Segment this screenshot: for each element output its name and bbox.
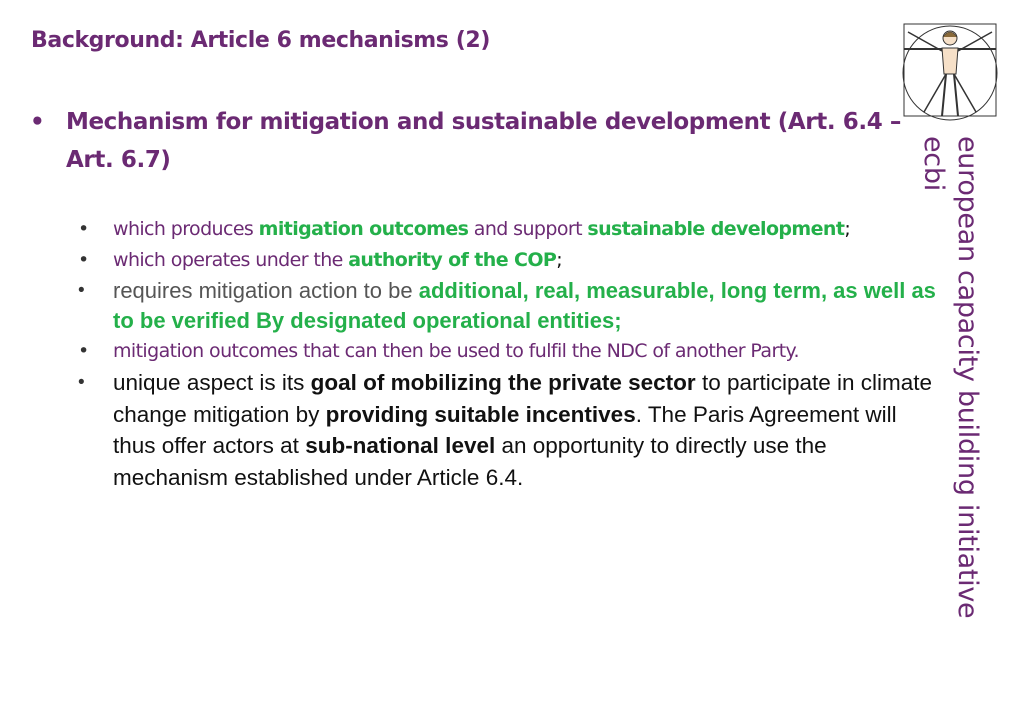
sub-bullet-1-post: ; [844,218,851,240]
sub-bullet-5-bold-2: providing suitable incentives [325,401,636,427]
sub-bullet-1 [78,214,943,245]
ecbi-side-label [916,136,984,618]
ecbi-full-name: european capacity building initiative [952,136,983,619]
sub-bullet-3-highlight: additional, real, measurable, long term, as well as to be verified By designated operational entities; [113,278,936,333]
ecbi-acronym: ecbi [918,136,949,191]
sub-bullet-3-pre: requires mitigation action to be [113,278,419,303]
sub-bullet-5-bold-3: sub-national level [305,433,496,458]
sub-bullet-4 [78,336,943,367]
sub-bullet-2 [78,245,943,276]
sub-bullet-1-pre: which produces [113,218,259,240]
sub-bullet-4-text: mitigation outcomes that can then be used to fulfil the NDC of another Party. [113,340,799,362]
bullet-dot: • [78,340,89,362]
main-bullet [30,103,930,179]
sub-bullet-2-pre: which operates under the [113,249,349,271]
sub-bullet-2-post: ; [556,249,563,271]
vitruvian-man-icon [898,18,1002,122]
bullet-dot: • [78,280,85,301]
sub-bullet-5 [78,367,943,493]
sub-bullet-5-t4: an opportunity to directly use the mechanism established under Article 6.4. [113,433,827,490]
slide-title: Background: Article 6 mechanisms (2) [31,28,490,53]
sub-bullet-3 [78,276,943,336]
sub-bullet-list [78,214,943,493]
sub-bullet-5-t3: . The Paris Agreement will thus offer actors at [113,401,897,458]
bullet-dot: • [78,372,85,393]
bullet-dot: • [78,249,89,271]
main-bullet-text: Mechanism for mitigation and sustainable development (Art. 6.4 – Art. 6.7) [66,109,902,173]
bullet-dot: • [78,218,89,240]
sub-bullet-2-highlight: authority of the COP [348,249,557,271]
sub-bullet-5-t1: unique aspect is its [113,370,311,395]
sub-bullet-5-t2: to participate in climate change mitigation by [113,370,933,427]
sub-bullet-1-highlight-1: mitigation outcomes [258,218,469,240]
sub-bullet-5-bold-1: goal of mobilizing the private sector [310,370,696,395]
sub-bullet-1-highlight-2: sustainable development [587,218,845,240]
sub-bullet-1-mid: and support [468,218,588,240]
bullet-dot: • [30,109,45,135]
